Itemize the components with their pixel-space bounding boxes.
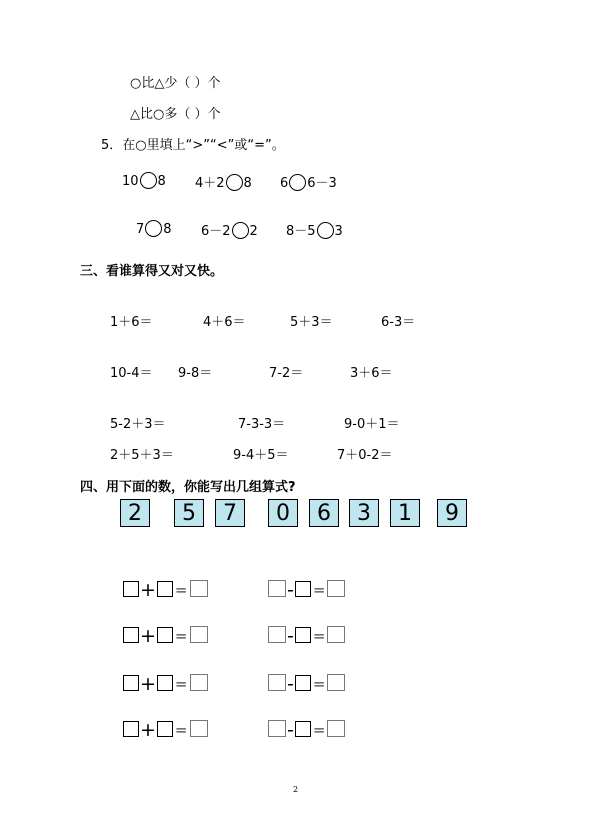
page-number: 2 [293,785,299,794]
minus-sign: - [287,625,294,647]
plus-sign: + [140,579,156,601]
q5-right: 6－3 [307,176,337,191]
answer-box[interactable] [157,581,173,597]
number-card: 2 [120,499,150,527]
calc-item: 9-4＋5＝ [233,448,289,463]
equals-sign: = [174,721,188,739]
equals-sign: = [312,675,326,693]
q5-right: 2 [249,224,258,239]
calc-item: 7-3-3＝ [238,417,286,432]
minus-sign: - [287,673,294,695]
calc-item: 1＋6＝ [110,315,153,330]
answer-box[interactable] [295,721,311,737]
equals-sign: = [174,627,188,645]
q5-right: 3 [334,224,343,239]
answer-box[interactable] [295,581,311,597]
q5-title: 5．在○里填上“>”“<”或“=”。 [101,138,285,153]
answer-box[interactable] [327,626,345,643]
calc-item: 10-4＝ [110,366,153,381]
answer-box[interactable] [190,720,208,737]
calc-item: 2＋5＋3＝ [110,448,174,463]
calc-item: 7-2＝ [269,366,304,381]
subtraction-equation [268,673,345,695]
subtraction-equation [268,625,345,647]
equals-sign: = [174,581,188,599]
number-card: 1 [390,499,420,527]
number-card: 3 [349,499,379,527]
q5-left: 7 [136,222,145,237]
q5-item [286,220,343,239]
compare-line-1: ○比△少（ ）个 [130,76,221,91]
q5-left: 6－2 [201,224,231,239]
q5-item [195,172,252,191]
number-card: 5 [174,499,204,527]
answer-box[interactable] [123,627,139,643]
calc-item: 7＋0-2＝ [337,448,393,463]
answer-box[interactable] [268,580,286,597]
q5-item [136,220,172,237]
answer-box[interactable] [157,721,173,737]
q5-right: 8 [157,174,166,189]
compare-line-2: △比○多（ ）个 [130,107,221,122]
answer-box[interactable] [123,581,139,597]
answer-box[interactable] [327,720,345,737]
equals-sign: = [312,721,326,739]
answer-box[interactable] [268,674,286,691]
subtraction-equation [268,719,345,741]
answer-box[interactable] [327,580,345,597]
answer-box[interactable] [295,675,311,691]
number-card: 7 [215,499,245,527]
minus-sign: - [287,719,294,741]
answer-box[interactable] [190,626,208,643]
number-card: 6 [309,499,339,527]
answer-box[interactable] [268,720,286,737]
q5-item [201,220,258,239]
q5-left: 8－5 [286,224,316,239]
addition-equation [123,625,208,647]
addition-equation [123,719,208,741]
q5-item [280,172,337,191]
equals-sign: = [312,627,326,645]
answer-circle[interactable] [226,174,243,191]
answer-box[interactable] [268,626,286,643]
answer-circle[interactable] [289,174,306,191]
calc-item: 9-8＝ [178,366,213,381]
answer-box[interactable] [327,674,345,691]
calc-item: 5-2＋3＝ [110,417,166,432]
calc-item: 9-0＋1＝ [344,417,400,432]
subtraction-equation [268,579,345,601]
answer-box[interactable] [123,675,139,691]
answer-circle[interactable] [317,222,334,239]
answer-box[interactable] [295,627,311,643]
q5-left: 4＋2 [195,176,225,191]
answer-circle[interactable] [140,172,157,189]
equals-sign: = [174,675,188,693]
calc-item: 4＋6＝ [203,315,246,330]
answer-box[interactable] [190,580,208,597]
minus-sign: - [287,579,294,601]
calc-item: 3＋6＝ [350,366,393,381]
calc-item: 6-3＝ [381,315,416,330]
plus-sign: + [140,673,156,695]
equals-sign: = [312,581,326,599]
plus-sign: + [140,719,156,741]
answer-circle[interactable] [145,220,162,237]
answer-box[interactable] [190,674,208,691]
addition-equation [123,673,208,695]
q5-left: 6 [280,176,289,191]
calc-item: 5＋3＝ [290,315,333,330]
q5-left: 10 [122,174,139,189]
plus-sign: + [140,625,156,647]
answer-box[interactable] [157,675,173,691]
addition-equation [123,579,208,601]
answer-box[interactable] [157,627,173,643]
number-card: 9 [437,499,467,527]
q5-item [122,172,166,189]
q5-right: 8 [163,222,172,237]
q5-right: 8 [243,176,252,191]
answer-circle[interactable] [232,222,249,239]
section4-title: 四、用下面的数，你能写出几组算式? [80,480,296,495]
number-card: 0 [268,499,298,527]
section3-title: 三、看谁算得又对又快。 [80,264,224,279]
answer-box[interactable] [123,721,139,737]
